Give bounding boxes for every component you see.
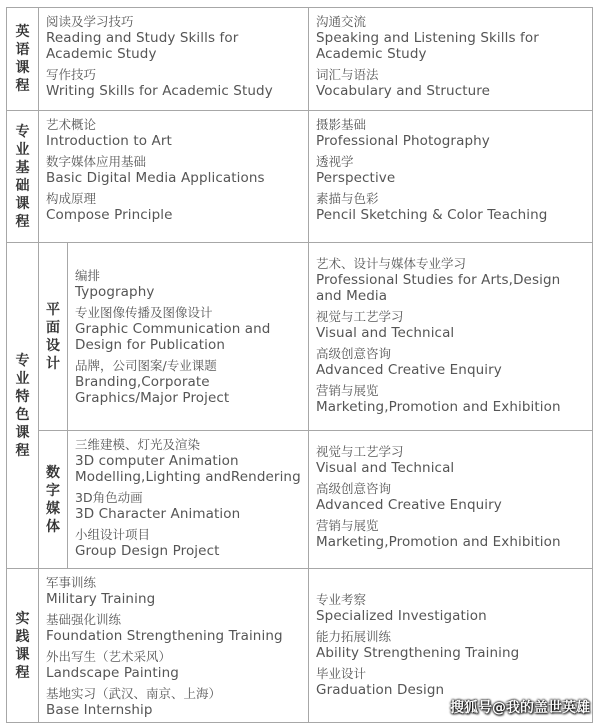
courses-left [39,111,309,243]
category-char: 课 [15,646,30,663]
course-item [46,66,302,99]
course-item [316,665,586,698]
subcategory-char: 面 [46,319,60,336]
category-char: 础 [15,177,30,194]
category-char: 语 [15,42,30,58]
category-char: 实 [15,610,30,627]
course-en: Visual and Technical [316,460,455,476]
category-char: 践 [15,628,30,645]
course-en: Visual and Technical [316,325,455,341]
row-foundation-courses [7,111,593,243]
course-zh: 摄影基础 [316,117,367,132]
course-zh: 沟通交流 [316,14,367,29]
course-en: Speaking and Listening Skills for Academic Study [316,30,539,62]
course-item [316,517,586,550]
row-english-courses [7,8,593,111]
category-char: 色 [15,406,30,423]
course-zh: 高级创意咨询 [316,346,392,361]
subcategory-digital-media [39,431,68,569]
category-char: 业 [15,141,30,158]
courses-left [39,8,309,111]
course-en: Vocabulary and Structure [316,83,491,99]
subcategory-char: 媒 [46,500,60,517]
subcategory-char: 计 [46,355,60,372]
course-item [316,13,586,62]
course-item [316,443,586,476]
category-char: 业 [15,370,30,387]
course-zh: 阅读及学习技巧 [46,14,134,29]
course-zh: 专业考察 [316,592,367,607]
category-char: 课 [15,195,30,212]
courses-right [309,431,593,569]
course-item [316,255,586,304]
courses-right [309,8,593,111]
course-en: Pencil Sketching & Color Teaching [316,207,548,223]
course-en: Marketing,Promotion and Exhibition [316,534,561,550]
course-zh: 视觉与工艺学习 [316,444,404,459]
course-item [316,116,586,149]
category-char: 程 [15,78,30,94]
course-zh: 3D角色动画 [75,490,143,505]
course-item [316,308,586,341]
course-zh: 营销与展览 [316,518,379,533]
course-item [46,685,302,718]
course-item [46,611,302,644]
category-char: 课 [15,60,30,76]
course-item [316,66,586,99]
category-char: 英 [15,24,30,40]
course-item [316,153,586,186]
course-en: Professional Studies for Arts,Design and Media [316,272,561,304]
course-item [46,648,302,681]
category-english-courses [7,8,39,111]
courses-right [309,111,593,243]
course-zh: 基地实习（武汉、南京、上海） [46,686,222,701]
course-zh: 三维建模、灯光及渲染 [75,437,201,452]
course-en: Advanced Creative Enquiry [316,362,502,378]
watermark: 搜狐号@我的盖世英雄 [450,700,590,716]
course-item [75,357,302,406]
course-item [316,480,586,513]
course-zh: 军事训练 [46,575,97,590]
course-en: Writing Skills for Academic Study [46,83,273,99]
course-zh: 构成原理 [46,191,97,206]
course-zh: 高级创意咨询 [316,481,392,496]
course-item [75,267,302,300]
course-item [75,304,302,353]
course-en: Military Training [46,591,156,607]
course-zh: 写作技巧 [46,67,97,82]
course-en: Base Internship [46,702,153,718]
course-zh: 专业图像传播及图像设计 [75,305,213,320]
course-en: 3D Character Animation [75,506,241,522]
subcategory-char: 字 [46,482,60,499]
course-en: Advanced Creative Enquiry [316,497,502,513]
category-char: 特 [15,388,30,405]
course-item [46,153,302,186]
category-char: 课 [15,424,30,441]
course-item [46,190,302,223]
category-char: 程 [15,213,30,230]
category-char: 程 [15,664,30,681]
course-en: Introduction to Art [46,133,172,149]
curriculum-table [6,7,593,723]
course-zh: 艺术、设计与媒体专业学习 [316,256,467,271]
row-graphic-design [7,243,593,431]
course-item [316,628,586,661]
subcategory-char: 平 [46,301,60,318]
course-item [316,591,586,624]
category-specialty-courses [7,243,39,569]
course-en: Professional Photography [316,133,490,149]
course-item [46,13,302,62]
category-char: 专 [15,352,30,369]
course-zh: 外出写生（艺术采风） [46,649,172,664]
course-zh: 毕业设计 [316,666,367,681]
course-item [75,489,302,522]
course-zh: 基础强化训练 [46,612,122,627]
subcategory-char: 设 [46,337,60,354]
course-item [316,382,586,415]
category-char: 专 [15,123,30,140]
course-item [46,116,302,149]
course-zh: 数字媒体应用基础 [46,154,147,169]
courses-left [39,569,309,723]
course-zh: 词汇与语法 [316,67,379,82]
category-char: 程 [15,442,30,459]
category-foundation-courses [7,111,39,243]
course-en: Graduation Design [316,682,445,698]
course-zh: 艺术概论 [46,117,97,132]
course-item [75,526,302,559]
course-en: Perspective [316,170,396,186]
course-zh: 小组设计项目 [75,527,151,542]
course-en: Specialized Investigation [316,608,487,624]
course-zh: 素描与色彩 [316,191,379,206]
courses-left [68,243,309,431]
course-en: Compose Principle [46,207,173,223]
category-practice-courses [7,569,39,723]
course-en: Ability Strengthening Training [316,645,520,661]
course-en: Typography [75,284,155,300]
subcategory-char: 数 [46,464,60,481]
courses-right [309,243,593,431]
course-item [46,574,302,607]
course-item [316,345,586,378]
courses-left [68,431,309,569]
course-en: Group Design Project [75,543,220,559]
course-en: Foundation Strengthening Training [46,628,283,644]
course-en: Marketing,Promotion and Exhibition [316,399,561,415]
course-en: 3D computer Animation Modelling,Lighting andRendering [75,453,301,485]
course-zh: 品牌，公司图案/专业课题 [75,358,217,373]
course-zh: 营销与展览 [316,383,379,398]
subcategory-graphic-design [39,243,68,431]
course-zh: 能力拓展训练 [316,629,392,644]
course-en: Graphic Communication and Design for Publication [75,321,271,353]
course-zh: 视觉与工艺学习 [316,309,404,324]
course-zh: 编排 [75,268,101,283]
course-en: Reading and Study Skills for Academic Study [46,30,239,62]
row-digital-media [7,431,593,569]
course-en: Landscape Painting [46,665,179,681]
course-en: Branding,Corporate Graphics/Major Project [75,374,230,406]
course-item [75,436,302,485]
course-zh: 透视学 [316,154,354,169]
subcategory-char: 体 [46,518,60,535]
course-item [316,190,586,223]
course-en: Basic Digital Media Applications [46,170,265,186]
category-char: 基 [15,159,30,176]
